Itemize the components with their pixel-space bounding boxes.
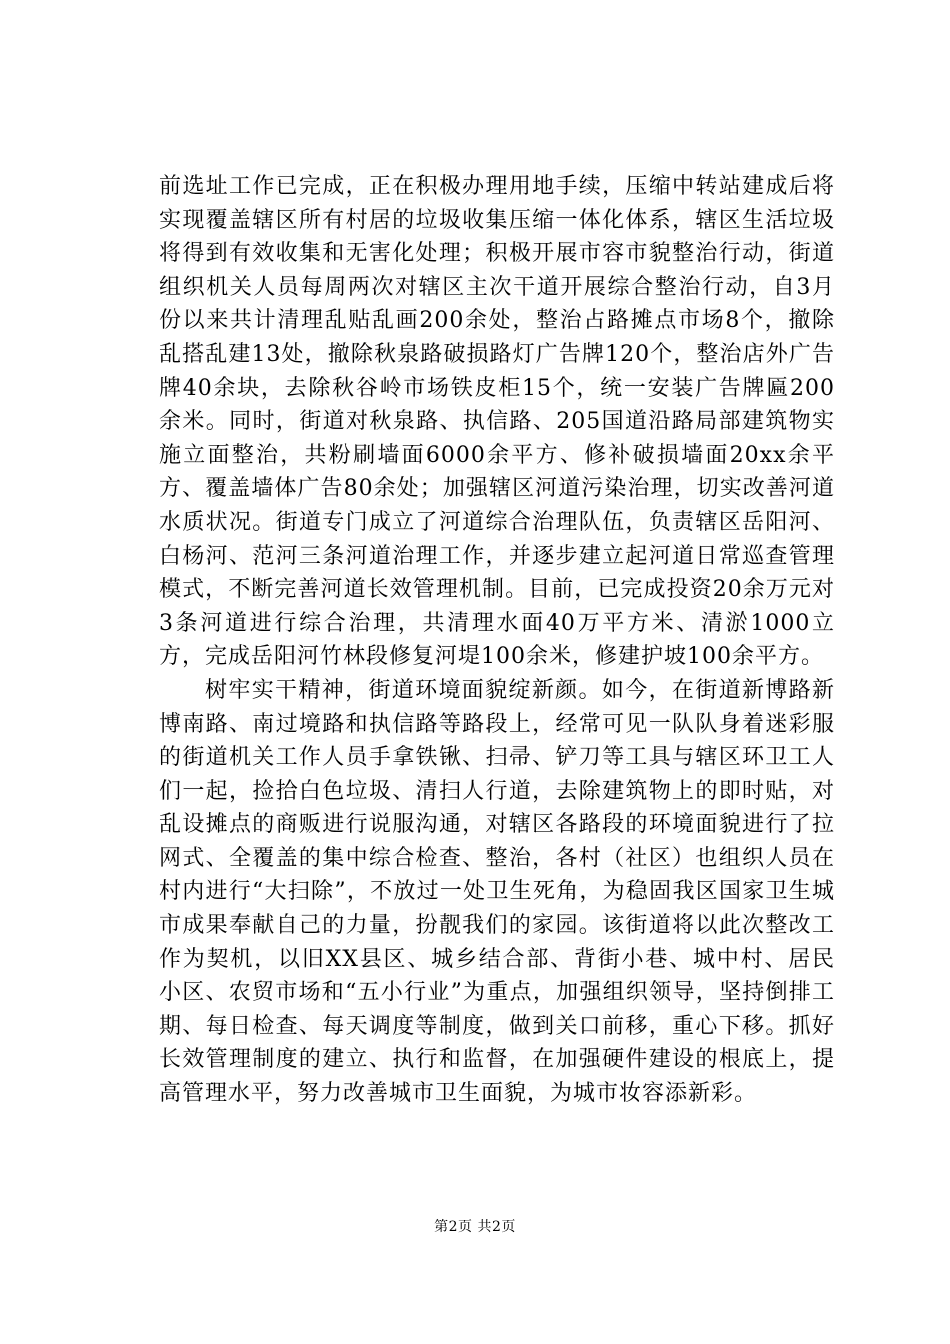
document-body bbox=[159, 170, 835, 1111]
body-paragraph-continued: 前选址工作已完成，正在积极办理用地手续，压缩中转站建成后将实现覆盖辖区所有村居的垃圾收集压缩一体化体系，辖区生活垃圾将得到有效收集和无害化处理；积极开展市容市貌整治行动，街道组织机关人员每周两次对辖区主次干道开展综合整治行动，自3月份以来共计清理乱贴乱画200余处，整治占路摊点市场8个，撤除乱搭乱建13处，撤除秋泉路破损路灯广告牌120个，整治店外广告牌40余块，去除秋谷岭市场铁皮柜15个，统一安装广告牌匾200余米。同时，街道对秋泉路、执信路、205国道沿路局部建筑物实施立面整治，共粉刷墙面6000余平方、修补破损墙面20xx余平方、覆盖墙体广告80余处；加强辖区河道污染治理，切实改善河道水质状况。街道专门成立了河道综合治理队伍，负责辖区岳阳河、白杨河、范河三条河道治理工作，并逐步建立起河道日常巡查管理模式，不断完善河道长效管理机制。目前，已完成投资20余万元对3条河道进行综合治理，共清理水面40万平方米、清淤1000立方，完成岳阳河竹林段修复河堤100余米，修建护坡100余平方。 bbox=[159, 174, 835, 670]
page-footer: 第2页 共2页 bbox=[434, 1219, 516, 1235]
body-paragraph: 树牢实干精神，街道环境面貌绽新颜。如今，在街道新博路新博南路、南过境路和执信路等路段上，经常可见一队队身着迷彩服的街道机关工作人员手拿铁锹、扫帚、铲刀等工具与辖区环卫工人们一起，捡拾白色垃圾、清扫人行道，去除建筑物上的即时贴，对乱设摊点的商贩进行说服沟通，对辖区各路段的环境面貌进行了拉网式、全覆盖的集中综合检查、整治，各村（社区）也组织人员在村内进行“大扫除”，不放过一处卫生死角，为稳固我区国家卫生城市成果奉献自己的力量，扮靓我们的家园。该街道将以此次整改工作为契机，以旧XX县区、城乡结合部、背街小巷、城中村、居民小区、农贸市场和“五小行业”为重点，加强组织领导，坚持倒排工期、每日检查、每天调度等制度，做到关口前移，重心下移。抓好长效管理制度的建立、执行和监督，在加强硬件建设的根底上，提高管理水平，努力改善城市卫生面貌，为城市妆容添新彩。 bbox=[159, 677, 835, 1107]
